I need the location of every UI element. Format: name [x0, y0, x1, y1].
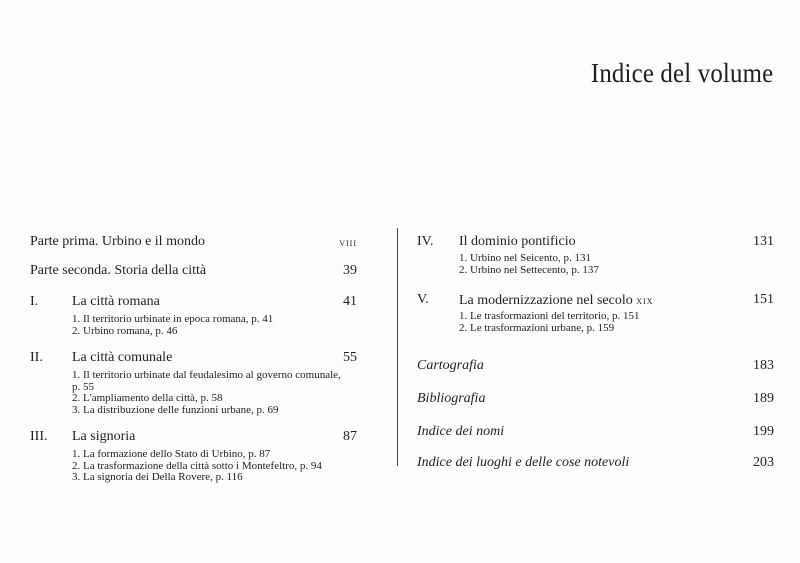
toc-chapter-v[interactable] [417, 290, 774, 310]
section-entry[interactable]: 1. Le trasformazioni del territorio, p. 151 [459, 310, 640, 322]
toc-right-column [417, 230, 774, 473]
section-entry[interactable]: 1. Il territorio urbinate in epoca romana, p. 41 [72, 313, 274, 325]
chapter-numeral: I. [30, 294, 39, 309]
toc-page-number: 55 [343, 350, 357, 365]
chapter-sections [30, 314, 357, 337]
toc-entry-cartografia[interactable] [417, 356, 774, 376]
chapter-title-century: xix [636, 293, 654, 307]
toc-page-number: 199 [753, 424, 774, 439]
toc-chapter-i[interactable] [30, 292, 357, 312]
section-entry[interactable]: 2. La trasformazione della città sotto i Montefeltro, p. 94 [72, 459, 322, 472]
toc-page-number: 39 [343, 263, 357, 278]
section-entry[interactable]: 1. Urbino nel Seicento, p. 131 [459, 252, 591, 264]
toc-entry-parte-seconda[interactable] [30, 261, 357, 281]
section-entry[interactable]: 2. L'ampliamento della città, p. 58 [72, 392, 223, 404]
appendix-title: Indice dei luoghi e delle cose notevoli [417, 455, 630, 470]
toc-entry-label: Parte prima. Urbino e il mondo [30, 234, 205, 249]
chapter-title: La signoria [72, 429, 136, 444]
chapter-numeral: IV. [417, 234, 434, 249]
chapter-numeral: II. [30, 350, 43, 365]
chapter-numeral: V. [417, 292, 429, 307]
toc-page-number: 131 [753, 234, 774, 249]
chapter-sections [417, 253, 774, 276]
appendix-title: Indice dei nomi [417, 424, 505, 439]
toc-page-number: 41 [343, 294, 357, 309]
toc-chapter-iii[interactable] [30, 427, 357, 447]
toc-chapter-iv[interactable] [417, 232, 774, 252]
appendix-title: Bibliografia [417, 391, 486, 406]
section-entry[interactable]: 1. Il territorio urbinate dal feudalesimo al governo comunale, p. 55 [72, 369, 341, 393]
toc-chapter-ii[interactable] [30, 348, 357, 368]
chapter-title-text: La modernizzazione nel secolo [459, 293, 637, 308]
toc-page-number: 87 [343, 429, 357, 444]
chapter-numeral: III. [30, 429, 48, 444]
chapter-title: Il dominio pontificio [459, 234, 576, 249]
section-entry[interactable]: 3. La distribuzione delle funzioni urbane, p. 69 [72, 403, 279, 416]
toc-left-column [30, 230, 357, 484]
section-entry[interactable]: 1. La formazione dello Stato di Urbino, p. 87 [72, 448, 271, 460]
chapter-sections [417, 311, 774, 334]
toc-entry-indice-luoghi[interactable] [417, 453, 774, 473]
toc-page-number: 203 [753, 455, 774, 470]
toc-entry-bibliografia[interactable] [417, 389, 774, 409]
page-title: Indice del volume [590, 58, 773, 89]
section-entry[interactable]: 2. Le trasformazioni urbane, p. 159 [459, 321, 615, 334]
chapter-sections [30, 370, 357, 416]
chapter-title: La città comunale [72, 350, 173, 365]
chapter-title: La città romana [72, 294, 160, 309]
column-divider [397, 228, 398, 466]
toc-page-number: 151 [753, 292, 774, 307]
toc-entry-parte-prima[interactable] [30, 232, 357, 252]
section-entry[interactable]: 2. Urbino nel Settecento, p. 137 [459, 263, 599, 276]
section-entry[interactable]: 3. La signoria dei Della Rovere, p. 116 [72, 471, 243, 483]
section-entry[interactable]: 2. Urbino romana, p. 46 [72, 324, 178, 337]
chapter-sections [30, 449, 357, 484]
chapter-title [459, 290, 653, 311]
toc-entry-label: Parte seconda. Storia della città [30, 263, 207, 278]
toc-page-number: 183 [753, 358, 774, 373]
toc-entry-indice-nomi[interactable] [417, 422, 774, 442]
appendix-title: Cartografia [417, 358, 484, 373]
toc-page-number: 189 [753, 391, 774, 406]
toc-page-number: viii [339, 235, 357, 249]
